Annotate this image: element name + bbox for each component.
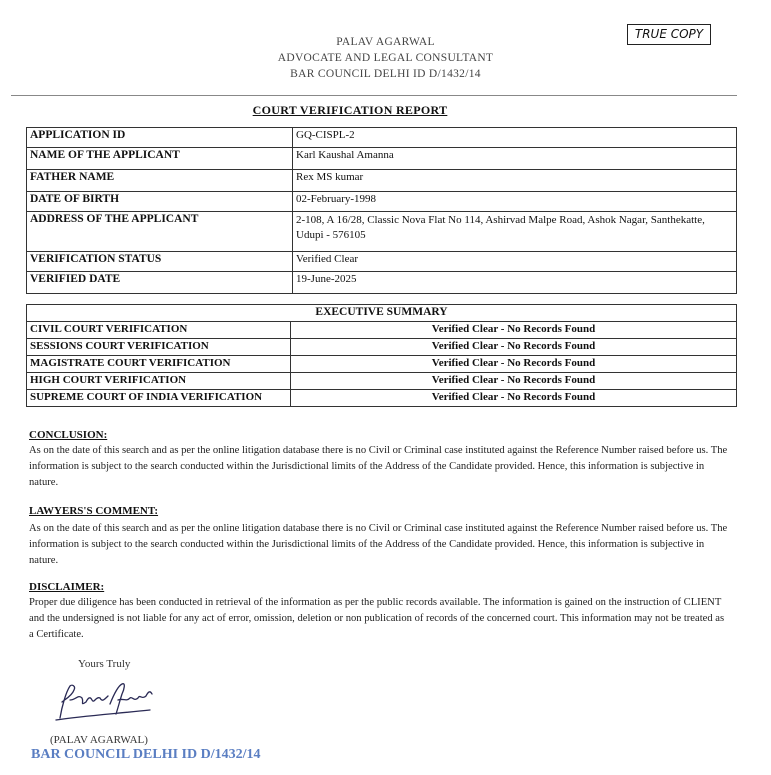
executive-summary-table — [26, 304, 737, 407]
table-row — [27, 356, 737, 373]
table-row — [27, 339, 737, 356]
detail-label: VERIFIED DATE — [27, 272, 293, 294]
footer-bar-id: BAR COUNCIL DELHI ID D/1432/14 — [31, 747, 261, 762]
summary-value: Verified Clear - No Records Found — [291, 356, 737, 373]
summary-label: SUPREME COURT OF INDIA VERIFICATION — [27, 390, 291, 407]
detail-value: Verified Clear — [293, 252, 737, 272]
detail-label: NAME OF THE APPLICANT — [27, 148, 293, 170]
detail-label: VERIFICATION STATUS — [27, 252, 293, 272]
closing-salutation: Yours Truly — [78, 658, 131, 670]
lawyers-comment-heading: LAWYERS'S COMMENT: — [29, 505, 159, 517]
summary-label: MAGISTRATE COURT VERIFICATION — [27, 356, 291, 373]
conclusion-text: As on the date of this search and as per the online litigation database there is no Civil or Criminal case instituted against the Reference Number raised before us. The information is subject to the search conducted within the Jurisdictional limits of the Address of the Candidate provided. Hence, this information is subjective in nature. — [29, 445, 728, 488]
table-header-row — [27, 305, 737, 322]
table-row — [27, 272, 737, 294]
detail-value: 02-February-1998 — [293, 192, 737, 212]
summary-value: Verified Clear - No Records Found — [291, 322, 737, 339]
advocate-name: PALAV AGARWAL — [336, 36, 435, 48]
summary-label: HIGH COURT VERIFICATION — [27, 373, 291, 390]
detail-label: DATE OF BIRTH — [27, 192, 293, 212]
detail-label: FATHER NAME — [27, 170, 293, 192]
table-row — [27, 170, 737, 192]
advocate-bar-id: BAR COUNCIL DELHI ID D/1432/14 — [290, 68, 481, 80]
executive-summary-title: EXECUTIVE SUMMARY — [27, 305, 737, 322]
table-row — [27, 390, 737, 407]
lawyers-comment-text: As on the date of this search and as per the online litigation database there is no Civil or Criminal case instituted against the Reference Number raised before us. The information is subject to the search conducted within the Jurisdictional limits of the Address of the Candidate provided. Hence, this information is subjective in nature. — [29, 523, 728, 566]
header-divider — [11, 95, 737, 96]
detail-label: APPLICATION ID — [27, 128, 293, 148]
summary-value: Verified Clear - No Records Found — [291, 373, 737, 390]
disclaimer-heading: DISCLAIMER: — [29, 581, 105, 593]
letterhead — [0, 34, 771, 82]
detail-label: ADDRESS OF THE APPLICANT — [27, 212, 293, 252]
table-row — [27, 212, 737, 252]
summary-label: SESSIONS COURT VERIFICATION — [27, 339, 291, 356]
summary-label: CIVIL COURT VERIFICATION — [27, 322, 291, 339]
table-row — [27, 322, 737, 339]
table-row — [27, 252, 737, 272]
table-row — [27, 192, 737, 212]
detail-value: GQ-CISPL-2 — [293, 128, 737, 148]
signatory-name: (PALAV AGARWAL) — [50, 734, 148, 746]
advocate-designation: ADVOCATE AND LEGAL CONSULTANT — [277, 52, 494, 64]
table-row — [27, 128, 737, 148]
disclaimer-text: Proper due diligence has been conducted in retrieval of the information as per the public records available. The information is gained on the instruction of CLIENT and the undersigned is not liable for any act of error, omission, deletion or non publication of records of the concerned court. This information may not be treated as a Certificate. — [29, 597, 725, 640]
table-row — [27, 148, 737, 170]
detail-value: 2-108, A 16/28, Classic Nova Flat No 114, Ashirvad Malpe Road, Ashok Nagar, Santhekatte, Udupi - 576105 — [293, 212, 737, 252]
detail-value: Rex MS kumar — [293, 170, 737, 192]
summary-value: Verified Clear - No Records Found — [291, 339, 737, 356]
detail-value: 19-June-2025 — [293, 272, 737, 294]
true-copy-stamp: TRUE COPY — [627, 24, 711, 45]
detail-value: Karl Kaushal Amanna — [293, 148, 737, 170]
handwritten-signature — [52, 680, 156, 724]
conclusion-heading: CONCLUSION: — [29, 429, 108, 441]
summary-value: Verified Clear - No Records Found — [291, 390, 737, 407]
table-row — [27, 373, 737, 390]
report-title: COURT VERIFICATION REPORT — [252, 103, 448, 117]
applicant-details-table — [26, 127, 737, 294]
